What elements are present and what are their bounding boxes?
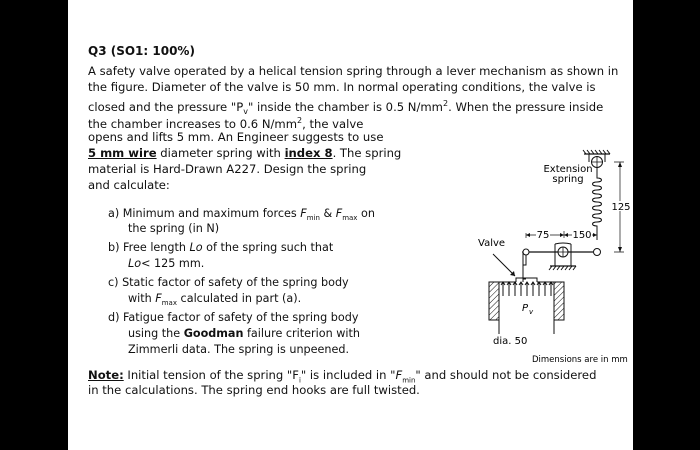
figure-caption: Dimensions are in mm <box>532 355 628 365</box>
para-line-6: 5 mm wire diameter spring with index 8. The spring <box>88 146 402 160</box>
item-a-line-2: the spring (in N) <box>128 222 220 235</box>
item-d-line-2: using the Goodman failure criterion with <box>128 327 360 340</box>
para-line-2: the figure. Diameter of the valve is 50 mm. In normal operating conditions, the valve is <box>88 80 596 94</box>
valve-label-arrow <box>493 254 515 276</box>
label-dia: dia. 50 <box>493 336 528 347</box>
item-a-line-1: a) Minimum and maximum forces $F_{min}$ & $F_{max}$ on <box>108 207 375 223</box>
item-b-line-2: Lo< 125 mm. <box>128 257 205 270</box>
label-valve: Valve <box>478 238 506 249</box>
para-line-3: closed and the pressure "$P_v$" inside the chamber is 0.5 $N/mm^2$. When the pressure inside <box>88 99 604 117</box>
label-pressure: P <box>522 303 529 314</box>
fulcrum-pivot <box>549 243 576 270</box>
label-spring: spring <box>552 174 584 185</box>
extension-spring <box>591 168 603 240</box>
pressure-arrows <box>501 282 553 296</box>
valve-stem <box>523 252 529 292</box>
top-pivot-pin <box>592 157 603 168</box>
label-dim-125: 125 <box>611 202 631 213</box>
item-d-line-1: d) Fatigue factor of safety of the spring body <box>108 311 359 324</box>
para-line-1: A safety valve operated by a helical tension spring through a lever mechanism as shown in <box>88 64 619 78</box>
safety-valve-diagram <box>398 140 633 380</box>
label-dim-75: 75 <box>536 230 550 241</box>
item-c-line-2: with $F_{max}$ calculated in part (a). <box>128 292 302 308</box>
label-pressure-sub: v <box>529 308 534 316</box>
document-page <box>68 0 633 450</box>
para-line-7: material is Hard-Drawn A227. Design the spring <box>88 162 367 176</box>
para-line-5: opens and lifts 5 mm. An Engineer suggests to use <box>88 130 384 144</box>
question-heading: Q3 (SO1: 100%) <box>88 44 195 58</box>
note-line-2: in the calculations. The spring end hooks are full twisted. <box>88 383 420 397</box>
note-line-1: Note: Initial tension of the spring "$F_i$" is included in "$F_{min}$" and should not be considered <box>88 368 597 385</box>
para-line-4: the chamber increases to 0.6 $N/mm^2$, the valve <box>88 116 364 131</box>
item-d-line-3: Zimmerli data. The spring is unpeened. <box>128 343 350 356</box>
item-c-line-1: c) Static factor of safety of the spring body <box>108 276 349 289</box>
label-extension: Extension <box>543 164 593 175</box>
item-b-line-1: b) Free length Lo of the spring such that <box>108 241 334 254</box>
label-dim-150: 150 <box>572 230 592 241</box>
para-line-8: and calculate: <box>88 178 170 192</box>
